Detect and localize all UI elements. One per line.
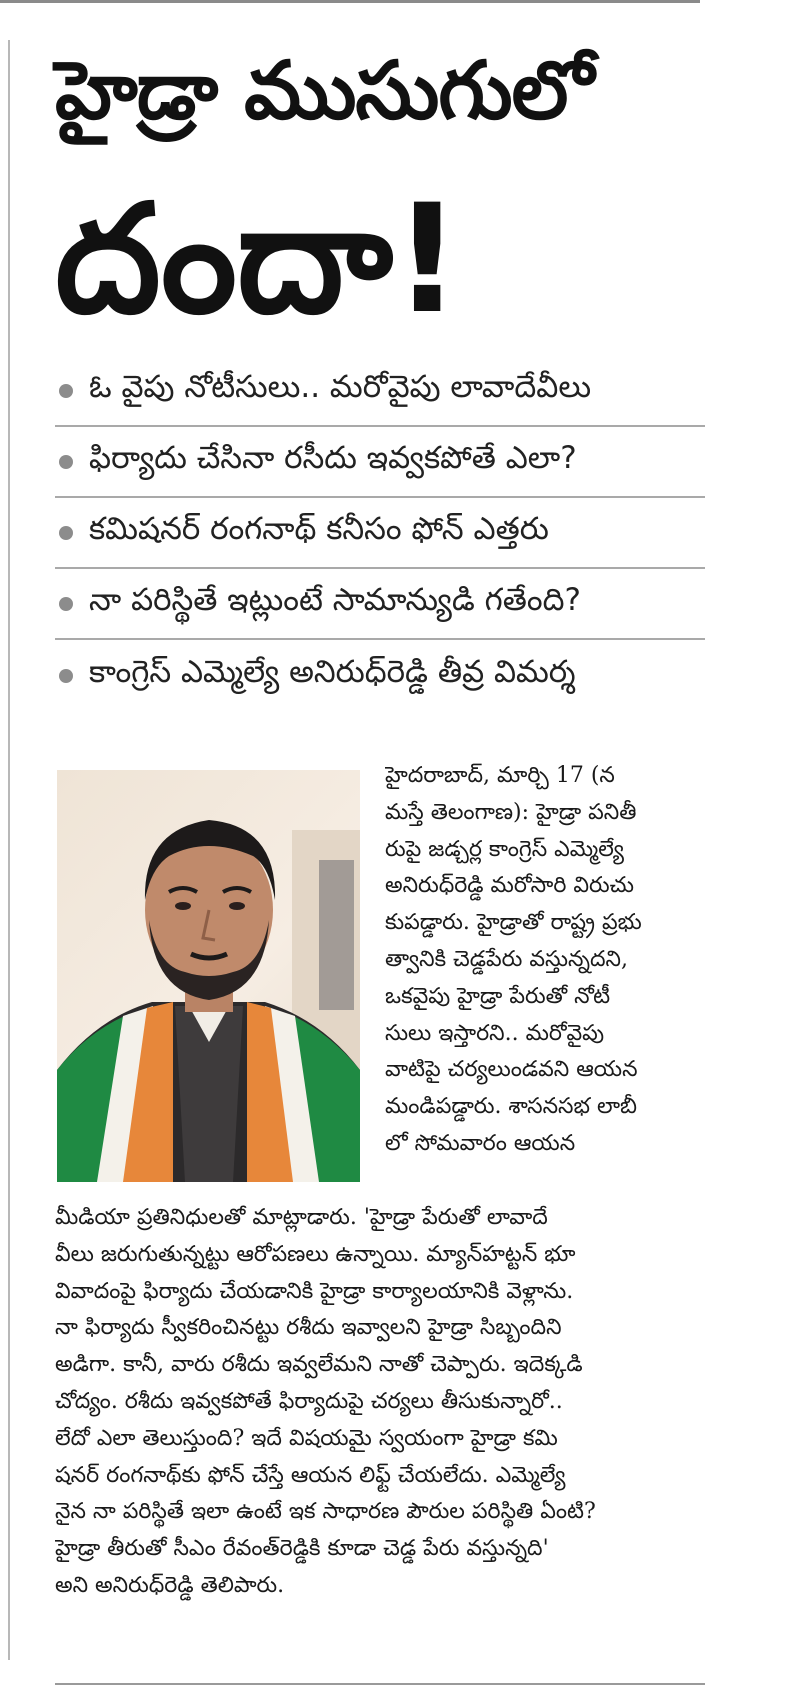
bullet-item	[55, 569, 705, 640]
article-line: వీలు జరుగుతున్నట్టు ఆరోపణలు ఉన్నాయి. మ్యాన్‌హట్టన్ భూ	[55, 1241, 576, 1267]
article-column	[385, 758, 705, 1163]
article-line: సులు ఇస్తారని.. మరోవైపు	[385, 1020, 605, 1046]
article-line: నా ఫిర్యాదు స్వీకరించినట్టు రశీదు ఇవ్వాలని హైడ్రా సిబ్బందిని	[55, 1315, 562, 1341]
article-line: లో సోమవారం ఆయన	[385, 1130, 576, 1156]
article-line: వివాదంపై ఫిర్యాదు చేయడానికి హైడ్రా కార్యాలయానికి వెళ్లాను.	[55, 1278, 574, 1304]
article-line: షనర్ రంగనాథ్‌కు ఫోన్ చేస్తే ఆయన లిఫ్ట్ చేయలేదు. ఎమ్మెల్యే	[55, 1462, 566, 1488]
bullet-text: ఫిర్యాదు చేసినా రసీదు ఇవ్వకపోతే ఎలా?	[89, 440, 577, 476]
article-body	[55, 1200, 705, 1605]
bullet-dot-icon	[59, 526, 73, 540]
article-line: అనిరుధ్‌రెడ్డి మరోసారి విరుచు	[385, 873, 634, 899]
article-line: హైడ్రా తీరుతో సీఎం రేవంత్‌రెడ్డికి కూడా చెడ్డ పేరు వస్తున్నది'	[55, 1536, 549, 1562]
bullet-item	[55, 640, 705, 711]
article-line: హైదరాబాద్, మార్చి 17 (న	[385, 763, 615, 788]
bullet-dot-icon	[59, 669, 73, 683]
bullet-text: నా పరిస్థితే ఇట్లుంటే సామాన్యుడి గతేంది?	[89, 582, 581, 618]
article-line: వాటిపై చర్యలుండవని ఆయన	[385, 1057, 638, 1083]
article-line: లేదో ఎలా తెలుస్తుంది? ఇదే విషయమై స్వయంగా హైడ్రా కమి	[55, 1425, 558, 1451]
bullet-item	[55, 356, 705, 427]
bullet-text: కాంగ్రెస్ ఎమ్మెల్యే అనిరుధ్‌రెడ్డి తీవ్ర విమర్శ	[89, 654, 576, 690]
article-line: ఒకవైపు హైడ్రా పేరుతో నోటీ	[385, 983, 611, 1009]
headline-line-2: దందా!	[55, 173, 462, 347]
article-line: నైన నా పరిస్థితే ఇలా ఉంటే ఇక సాధారణ పౌరుల పరిస్థితి ఏంటి?	[55, 1499, 596, 1525]
article-line: మీడియా ప్రతినిధులతో మాట్లాడారు. 'హైడ్రా పేరుతో లావాదే	[55, 1205, 548, 1230]
top-rule	[0, 0, 700, 3]
article-line: మండిపడ్డారు. శాసనసభ లాబీ	[385, 1094, 637, 1120]
article-line: చోద్యం. రశీదు ఇవ్వకపోతే ఫిర్యాదుపై చర్యలు తీసుకున్నారో..	[55, 1388, 563, 1414]
bullet-text: ఓ వైపు నోటీసులు.. మరోవైపు లావాదేవీలు	[89, 369, 592, 405]
article-line: అని అనిరుధ్‌రెడ్డి తెలిపారు.	[55, 1572, 285, 1598]
bullet-dot-icon	[59, 455, 73, 469]
article-line: త్వానికి చెడ్డపేరు వస్తున్నదని,	[385, 946, 628, 972]
bullet-item	[55, 427, 705, 498]
bullet-dot-icon	[59, 384, 73, 398]
article-line: మస్తే తెలంగాణ): హైడ్రా పనితీ	[385, 799, 637, 825]
article-line: కుపడ్డారు. హైడ్రాతో రాష్ట్ర ప్రభు	[385, 910, 642, 936]
bullet-text: కమిషనర్ రంగనాథ్ కనీసం ఫోన్ ఎత్తరు	[89, 511, 549, 547]
portrait-illustration	[57, 770, 360, 1182]
headline-line-1: హైడ్రా ముసుగులో	[55, 44, 593, 137]
portrait-photo	[57, 770, 360, 1182]
bullet-list	[55, 356, 705, 711]
column-divider	[8, 40, 10, 1660]
bullet-dot-icon	[59, 597, 73, 611]
bottom-rule	[55, 1683, 705, 1685]
bullet-item	[55, 498, 705, 569]
article-line: రుపై జడ్చర్ల కాంగ్రెస్ ఎమ్మెల్యే	[385, 836, 624, 862]
article-line: అడిగా. కానీ, వారు రశీదు ఇవ్వలేమని నాతో చెప్పారు. ఇదెక్కడి	[55, 1352, 583, 1378]
